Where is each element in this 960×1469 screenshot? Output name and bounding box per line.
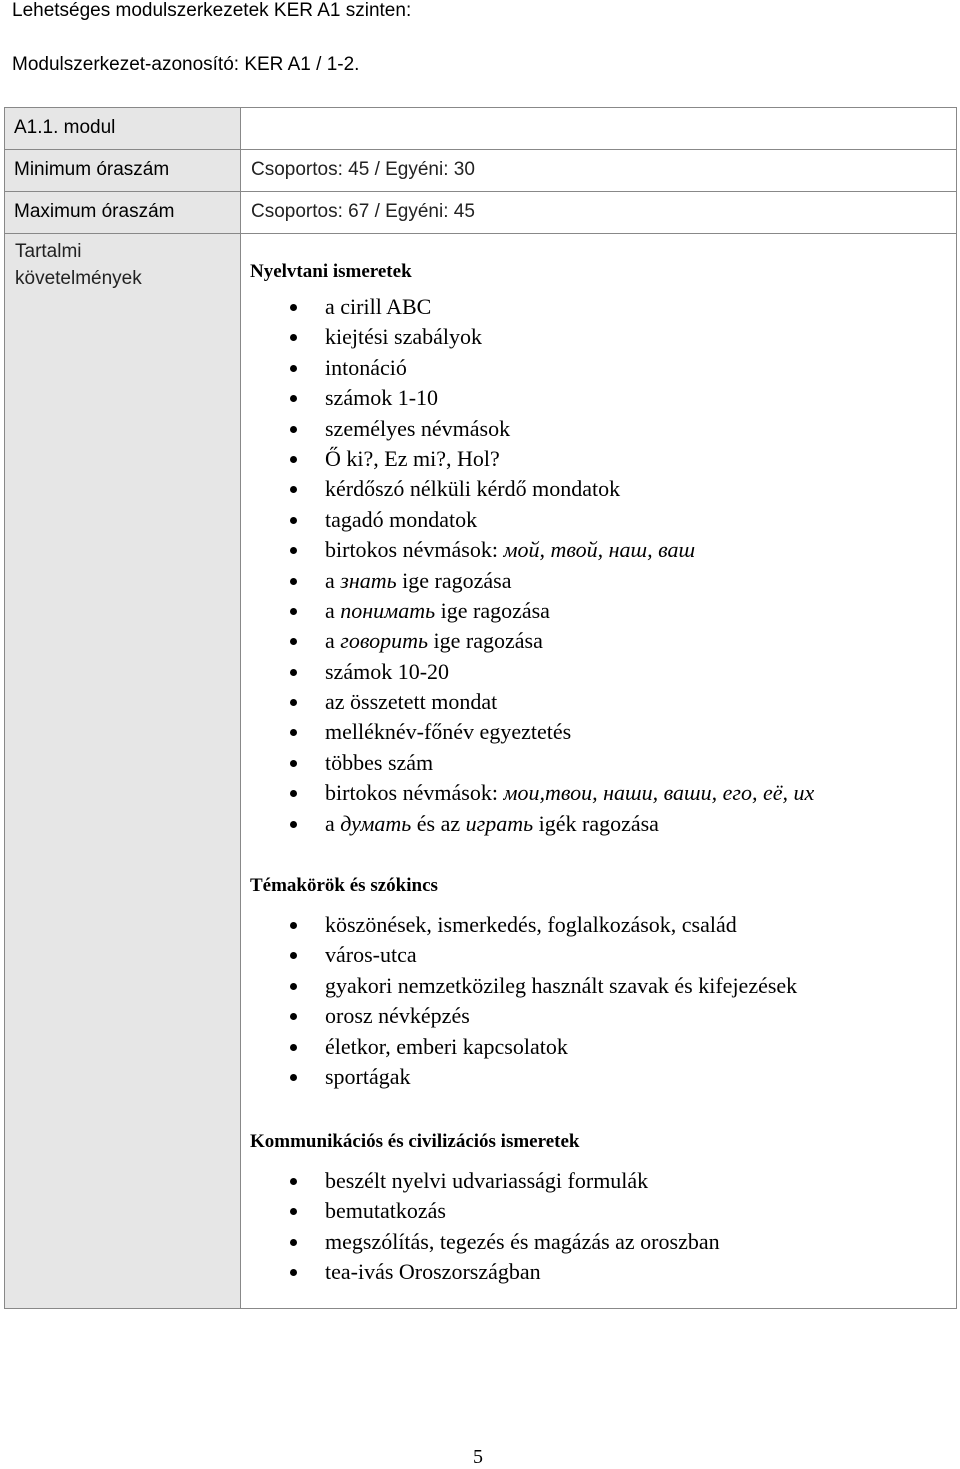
page-number: 5 — [473, 1446, 483, 1468]
item-middle: és az — [411, 810, 466, 836]
module-structure-id: Modulszerkezet-azonosító: KER A1 / 1-2. — [12, 54, 360, 75]
grammar-section — [240, 260, 814, 839]
topics-title: Témakörök és szókincs — [250, 875, 438, 896]
list-item — [240, 778, 814, 808]
list-item: kiejtési szabályok — [240, 322, 814, 352]
max-hours-label-cell — [5, 192, 241, 234]
list-item: többes szám — [240, 748, 814, 778]
grammar-title: Nyelvtani ismeretek — [250, 261, 412, 282]
list-item — [240, 535, 814, 565]
min-hours-label: Minimum óraszám — [14, 159, 170, 180]
list-item: a cirill ABC — [240, 292, 814, 322]
topics-list — [240, 910, 797, 1092]
content-label-cell — [5, 234, 241, 1309]
list-item: tea-ivás Oroszországban — [240, 1257, 720, 1287]
list-item: orosz névképzés — [240, 1001, 797, 1031]
russian-text: говорить — [340, 628, 429, 654]
russian-text: мои,твои, наши, ваши, его, её, их — [503, 780, 815, 806]
list-item: személyes névmások — [240, 414, 814, 444]
list-item: kérdőszó nélküli kérdő mondatok — [240, 474, 814, 504]
item-suffix: ige ragozása — [435, 597, 550, 623]
min-hours-value-cell — [241, 150, 957, 192]
item-suffix: ige ragozása — [428, 628, 543, 654]
russian-text: мой, твой, наш, ваш — [503, 537, 696, 563]
max-hours-value: Csoportos: 67 / Egyéni: 45 — [251, 201, 475, 222]
module-empty-cell — [241, 108, 957, 150]
item-prefix: a — [325, 597, 341, 623]
russian-text: знать — [340, 567, 397, 593]
russian-text: понимать — [340, 597, 436, 623]
content-requirements-label: Tartalmi követelmények — [15, 241, 142, 289]
possessive-prefix: birtokos névmások: — [325, 780, 504, 806]
list-item: Ő ki?, Ez mi?, Hol? — [240, 444, 814, 474]
module-label: A1.1. modul — [14, 117, 116, 138]
list-item — [240, 809, 814, 839]
communication-title: Kommunikációs és civilizációs ismeretek — [250, 1131, 580, 1152]
list-item — [240, 626, 814, 656]
list-item: gyakori nemzetközileg használt szavak és kifejezések — [240, 971, 797, 1001]
list-item: intonáció — [240, 353, 814, 383]
list-item — [240, 596, 814, 626]
document-heading: Lehetséges modulszerkezetek KER A1 szinten: — [12, 0, 412, 21]
list-item: beszélt nyelvi udvariassági formulák — [240, 1166, 720, 1196]
russian-text: думать — [340, 810, 412, 836]
communication-list — [240, 1166, 720, 1288]
list-item: bemutatkozás — [240, 1196, 720, 1226]
list-item — [240, 566, 814, 596]
list-item: köszönések, ismerkedés, foglalkozások, család — [240, 910, 797, 940]
min-hours-value: Csoportos: 45 / Egyéni: 30 — [251, 159, 475, 180]
item-suffix: igék ragozása — [533, 810, 659, 836]
grammar-list — [240, 292, 814, 839]
min-hours-label-cell — [5, 150, 241, 192]
list-item: számok 10-20 — [240, 657, 814, 687]
max-hours-value-cell — [241, 192, 957, 234]
list-item: az összetett mondat — [240, 687, 814, 717]
communication-section — [240, 1130, 720, 1288]
module-label-cell — [5, 108, 241, 150]
item-prefix: a — [325, 628, 341, 654]
item-prefix: a — [325, 810, 341, 836]
list-item: város-utca — [240, 940, 797, 970]
list-item: életkor, emberi kapcsolatok — [240, 1032, 797, 1062]
item-prefix: a — [325, 567, 341, 593]
list-item: melléknév-főnév egyeztetés — [240, 717, 814, 747]
list-item: megszólítás, tegezés és magázás az oroszban — [240, 1227, 720, 1257]
item-suffix: ige ragozása — [396, 567, 512, 593]
list-item: tagadó mondatok — [240, 505, 814, 535]
possessive-prefix: birtokos névmások: — [325, 537, 504, 563]
max-hours-label: Maximum óraszám — [14, 201, 175, 222]
list-item: sportágak — [240, 1062, 797, 1092]
list-item: számok 1-10 — [240, 383, 814, 413]
russian-text: играть — [465, 810, 534, 836]
topics-section — [240, 874, 797, 1092]
